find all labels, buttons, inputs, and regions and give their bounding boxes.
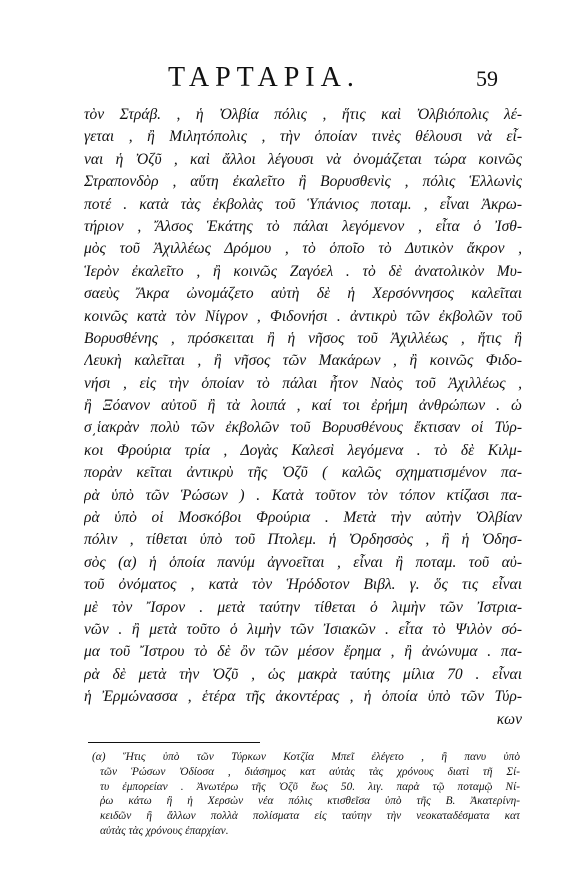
text-line: μὸς τοῦ Ἀχιλλέως Δρόμου , τὸ ὁποῖο τὸ Δυτικὸν ἄκρον , [84,240,522,258]
text-line: κοι Φρούρια τρία , Δογὰς Καλεσὶ λεγόμενα . τὸ δὲ Κιλμ- [84,441,522,459]
footnote-line: τῶν Ῥώσων Ὀδίοσα , διάσημος κατ αὐτὰς τὰς χρόνους διατὶ τῆ Σί- [100,765,520,778]
running-head [0,62,567,102]
text-line: σὸς (α) ἡ ὁποία πανύμ ἀγνοεῖται , εἶναι ἢ ποταμ. τοῦ αὐ- [84,553,522,571]
text-line: ρὰ ὑπὸ οἱ Μοσκόβοι Φρούρια . Μετὰ τὴν αὐτὴν Ὀλβίαν [84,509,522,527]
text-line: ρὰ δὲ μετὰ τὴν Ὀζῦ , ὡς μακρὰ ταύτης μίλια 70 . εἶναι [84,665,522,683]
text-line: πορὰν κεῖται ἀντικρὺ τῆς Ὀζῦ ( καλῶς σχηματισμένον πα- [84,464,522,482]
text-line: μα τοῦ Ἴστρου τὸ δὲ ὂν τῶν μέσον ἔρημα , ἢ ἀνώνυμα . πα- [84,643,522,661]
text-line: ναι ἡ Ὀζῦ , καὶ ἄλλοι λέγουσι νὰ ὀνομάζεται τώρα κοινῶς [84,150,522,168]
text-line: τοῦ ὀνόματος , κατὰ τὸν Ἡρόδοτον Βιβλ. γ. ὅς τις εἶναι [84,576,522,594]
text-line: Βορυσθένης , πρόσκειται ἢ ἡ νῆσος τοῦ Ἀχιλλέως , ἥτις ἢ [84,329,522,347]
footnote-block [92,750,520,839]
text-line: τὸν Στράβ. , ἡ Ὀλβία πόλις , ἥτις καὶ Ὀλβιόπολις λέ- [84,106,522,123]
text-line: σαεὺς Ἄκρα ὠνομάζετο αὐτὴ δὲ ἡ Χερσόννησος καλεῖται [84,285,522,303]
text-line: Λευκὴ καλεῖται , ἢ νῆσος τῶν Μακάρων , ἢ κοινῶς Φιδο- [84,352,522,370]
text-line: πόλιν , τίθεται ὑπὸ τοῦ Πτολεμ. ἡ Ὀρδησσὸς , ἢ ἡ Ὀδησ- [84,531,522,549]
footnote-line: ῥω κάτω ἢ ἡ Χερσὼν νέα πόλις κτισθεῖσα ὑπὸ τῆς Β. Ἀκατερίνη- [100,795,520,808]
text-line: Στραπονδὸρ , αὕτη ἐκαλεῖτο ἢ Βορυσθενὶς , πόλις Ἑλλωνὶς [84,173,522,191]
text-line: γεται , ἢ Μιλητόπολις , τὴν ὁποίαν τινὲς θέλουσι νὰ εἶ- [84,128,522,146]
footnote-line: τυ ἐμπορείαν . Ἀνωτέρω τῆς Ὀζῦ ἕως 50. λιγ. παρὰ τῷ ποταμῷ Νί- [100,780,520,793]
text-line: ἢ Ξόανον αὐτοῦ ἢ τὰ λοιπά , καί τοι ἐρήμη ἀνθρώπων . ὡ [84,397,522,415]
text-line: νῶν . ἢ μετὰ τοῦτο ὁ λιμὴν τῶν Ἰσιακῶν . εἶτα τὸ Ψιλὸν σό- [84,620,522,638]
text-line: ἡ Ἐρμώνασσα , ἑτέρα τῆς ἀκοντέρας , ἡ ὁποία ὑπὸ τῶν Τύρ- [84,688,522,706]
text-line: τήριον , Ἄλσος Ἑκάτης τὸ πάλαι λεγόμενον , εἶτα ὁ Ἰσθ- [84,217,522,235]
text-line: ρὰ ὑπὸ τῶν Ῥώσων ) . Κατὰ τοῦτον τὸν τόπον κτίζασι πα- [84,486,522,504]
text-line: κων [496,710,522,728]
text-line: μὲ τὸν Ἴσρον . μετὰ ταύτην τίθεται ὁ λιμὴν τῶν Ἰστρια- [84,598,522,616]
text-line: κοινῶς κατὰ τὸν Νίγρον , Φιδονήσι . ἀντικρὺ τῶν ἐκβολῶν τοῦ [84,307,522,325]
text-line: Ἱερὸν ἐκαλεῖτο , ἢ κοινῶς Ζαγόελ . τὸ δὲ ἀνατολικὸν Μυ- [84,262,522,280]
text-line: ποτέ . κατὰ τὰς ἐκβολὰς τοῦ Ὑπάνιος ποταμ. , εἶναι Ἀκρω- [84,195,522,213]
footnote-line: κειδῶν ἢ ἄλλων πολλὰ πολίσματα εἰς ταύτην τὴν νεοκαταδέσματα κατ [100,810,520,823]
footnote-rule [88,742,260,743]
running-title: ΤΑΡΤΑΡΙΑ. [168,62,360,93]
text-line: σ͵ἱακρὰν πολὺ τῶν ἐκβολῶν τοῦ Βορυσθένους ἔκτισαν οἱ Τύρ- [84,419,522,437]
footnote-line: (α) Ἥτις ὑπὸ τῶν Τύρκων Κοτζία Μπεῖ ἐλέγετο , ἢ πανυ ὑπὸ [92,751,520,763]
main-text-block [84,104,522,731]
page-number: 59 [476,66,498,91]
footnote-line: αὐτὰς τὰς χρόνους ἐπαρχίαν. [100,824,229,837]
text-line: νήσι , εἰς τὴν ὁποίαν τὸ πάλαι ἦτον Ναὸς τοῦ Ἀχιλλέως , [84,374,522,392]
